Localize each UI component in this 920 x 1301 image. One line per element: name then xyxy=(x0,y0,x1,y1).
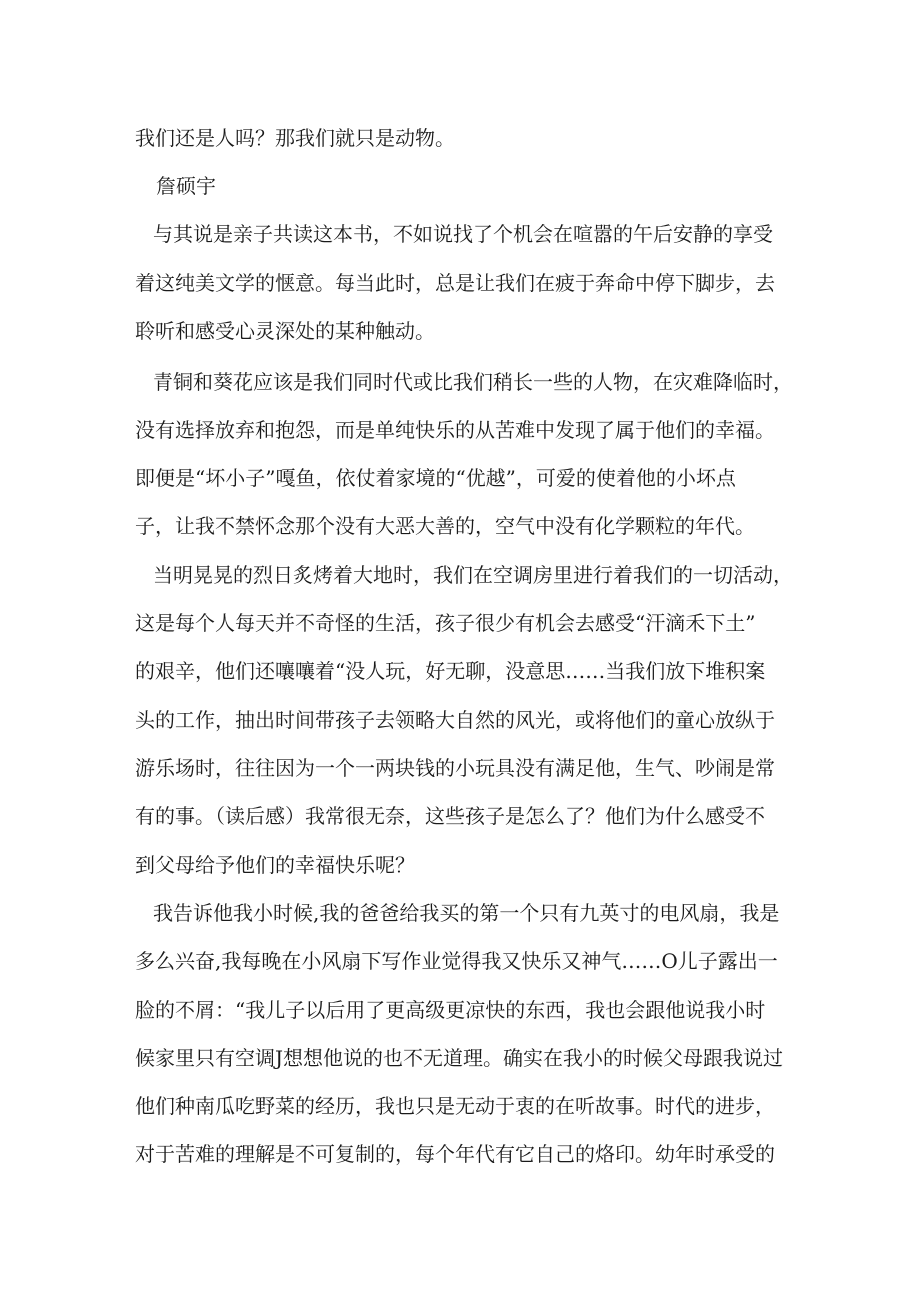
text-line: 对于苦难的理解是不可复制的，每个年代有它自己的烙印。幼年时承受的 xyxy=(135,1142,775,1166)
text-line: 头的工作，抽出时间带孩子去领略大自然的风光，或将他们的童心放纵于 xyxy=(135,708,775,732)
text-line: 到父母给予他们的幸福快乐呢？ xyxy=(135,853,415,877)
text-line: 他们种南瓜吃野菜的经历，我也只是无动于衷的在听故事。时代的进步， xyxy=(135,1094,775,1118)
text-line: 与其说是亲子共读这本书，不如说找了个机会在喧嚣的午后安静的享受 xyxy=(153,222,773,246)
text-line: 这是每个人每天并不奇怪的生活，孩子很少有机会去感受“汗滴禾下土” xyxy=(135,611,756,635)
text-line: 多么兴奋,我每晚在小风扇下写作业觉得我又快乐又神气……O儿子露出一 xyxy=(135,949,778,973)
text-line: 脸的不屑：“我儿子以后用了更高级更凉快的东西，我也会跟他说我小时 xyxy=(135,998,766,1022)
text-line: 青铜和葵花应该是我们同时代或比我们稍长一些的人物，在灾难降临时， xyxy=(153,370,793,394)
text-line: 游乐场时，往往因为一个一两块钱的小玩具没有满足他，生气、吵闹是常 xyxy=(135,756,775,780)
text-line: 着这纯美文学的惬意。每当此时，总是让我们在疲于奔命中停下脚步，去 xyxy=(135,271,775,295)
text-line: 子，让我不禁怀念那个没有大恶大善的，空气中没有化学颗粒的年代。 xyxy=(135,514,755,538)
text-line: 的艰辛，他们还嚷嚷着“没人玩，好无聊，没意思……当我们放下堆积案 xyxy=(135,659,766,683)
text-line: 候家里只有空调J想想他说的也不无道理。确实在我小的时候父母跟我说过 xyxy=(135,1046,784,1070)
text-line: 没有选择放弃和抱怨，而是单纯快乐的从苦难中发现了属于他们的幸福。 xyxy=(135,418,775,442)
text-line: 当明晃晃的烈日炙烤着大地时，我们在空调房里进行着我们的一切活动， xyxy=(153,563,793,587)
text-line: 即便是“坏小子”嘎鱼，依仗着家境的“优越”，可爱的使着他的小坏点 xyxy=(135,466,736,490)
text-line: 我们还是人吗？那我们就只是动物。 xyxy=(135,126,455,150)
text-line: 聆听和感受心灵深处的某种触动。 xyxy=(135,319,435,343)
text-line: 我告诉他我小时候,我的爸爸给我买的第一个只有九英寸的电风扇，我是 xyxy=(153,901,780,925)
author-name: 詹硕宇 xyxy=(156,174,216,198)
text-line: 有的事。（读后感）我常很无奈，这些孩子是怎么了？他们为什么感受不 xyxy=(135,804,765,828)
